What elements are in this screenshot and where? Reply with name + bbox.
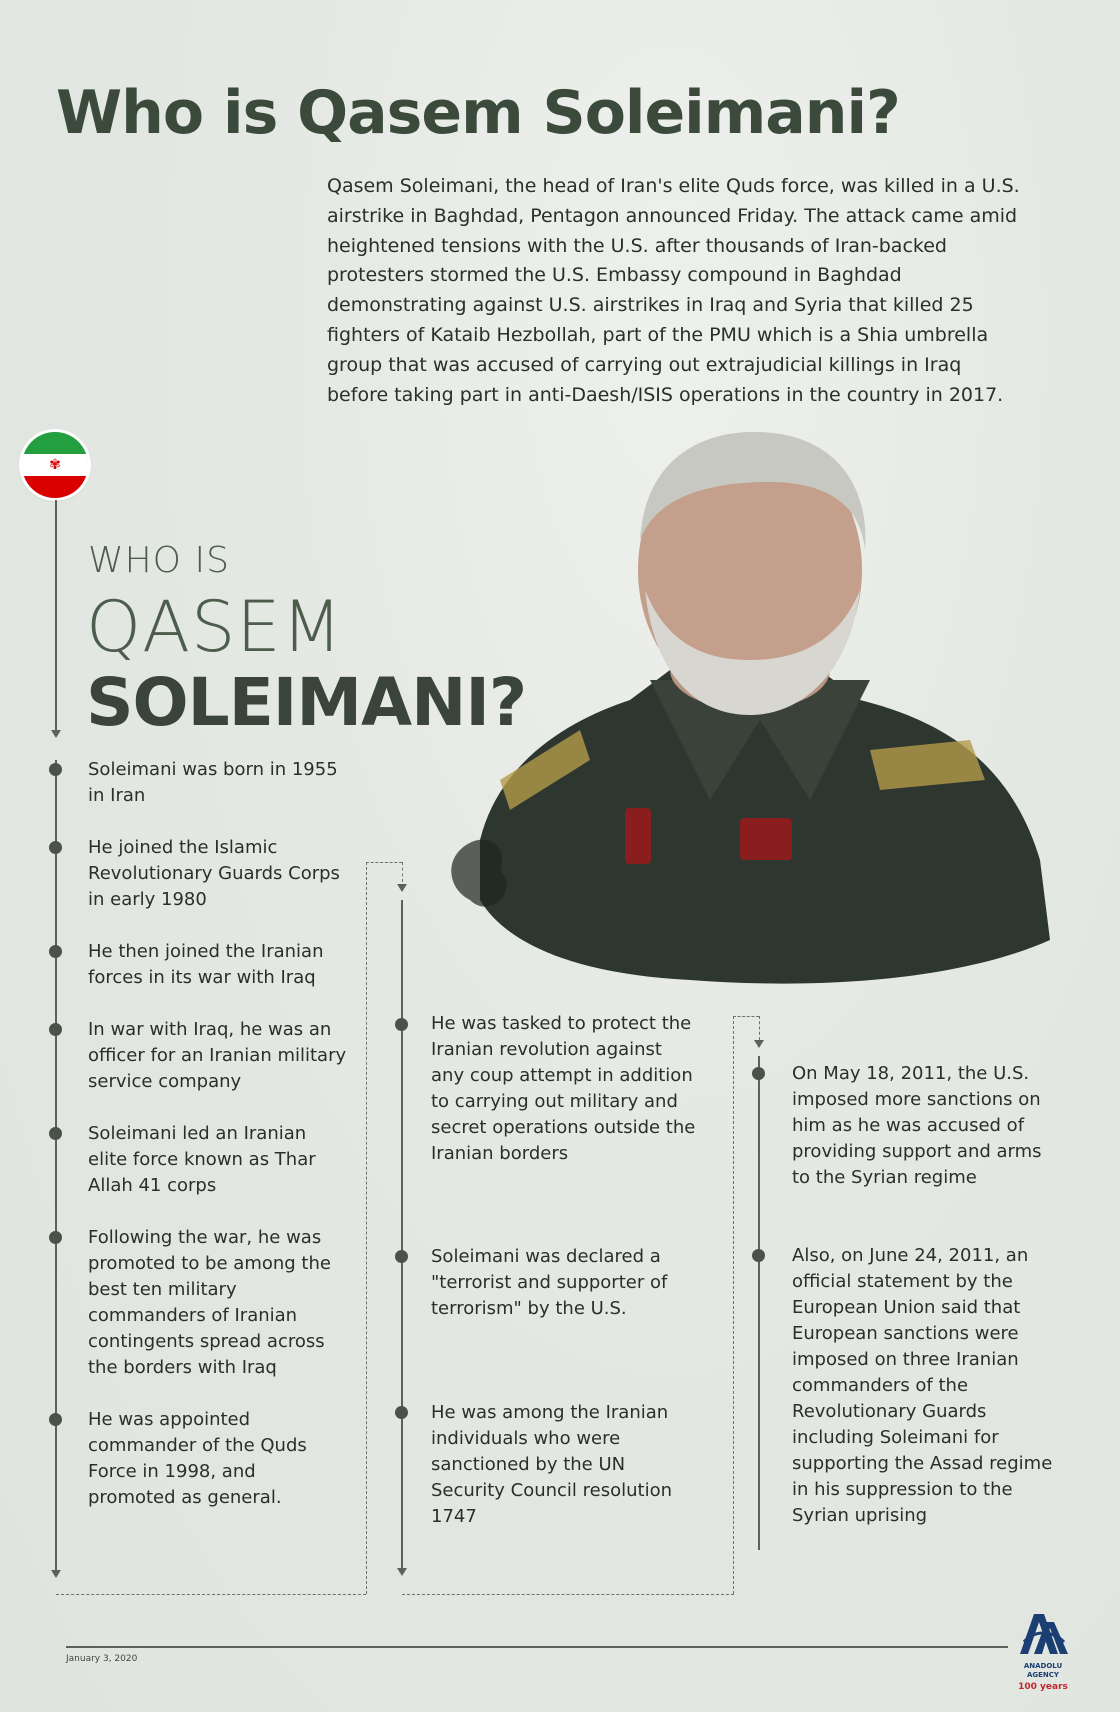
right-collar-badge [740, 818, 792, 860]
publish-date: January 3, 2020 [66, 1654, 138, 1664]
timeline-item: Soleimani was declared a "terrorist and supporter of terrorism" by the U.S. [431, 1246, 668, 1319]
soleimani-portrait [440, 420, 1080, 1000]
arrow-down-icon [51, 1570, 61, 1578]
connector-bottom-2 [402, 1594, 734, 1595]
page-title: Who is Qasem Soleimani? [56, 78, 900, 148]
flag-red-stripe [22, 476, 88, 498]
timeline-dot [49, 945, 62, 958]
aa-logo-icon [1010, 1608, 1076, 1658]
ink-splatter [451, 840, 506, 907]
arrow-down-icon [51, 730, 61, 738]
timeline-item: He was among the Iranian individuals who were sanctioned by the UN Security Council resolution 1747 [431, 1402, 673, 1527]
timeline-item: Also, on June 24, 2011, an official statement by the European Union said that European sanctions were imposed on three Iranian commanders of the Revolutionary Guards including Soleimani for supporting the Assad regime in his suppression to the Syrian uprising [792, 1245, 1053, 1526]
anadolu-agency-logo [1010, 1608, 1076, 1698]
footer-divider [66, 1646, 1008, 1648]
iran-flag-icon [22, 432, 88, 498]
timeline-item: On May 18, 2011, the U.S. imposed more sanctions on him as he was accused of providing support and arms to the Syrian regime [792, 1063, 1042, 1188]
timeline-dot [49, 1413, 62, 1426]
timeline-item: He was appointed commander of the Quds Force in 1998, and promoted as general. [88, 1409, 307, 1508]
connector-vertical-1 [366, 862, 367, 1594]
timeline-line-top [55, 500, 57, 730]
timeline-line-col3 [758, 1056, 760, 1550]
headline-soleimani: SOLEIMANI? [86, 664, 527, 741]
timeline-dot [49, 1023, 62, 1036]
intro-paragraph: Qasem Soleimani, the head of Iran's elite Quds force, was killed in a U.S. airstrike in Baghdad, Pentagon announced Friday. The attack came amid heightened tensions with the U.S. after thousands of Iran-backed protesters stormed the U.S. Embassy compound in Baghdad demonstrating against U.S. airstrikes in Iraq and Syria that killed 25 fighters of Kataib Hezbollah, part of the PMU which is a Shia umbrella group that was accused of carrying out extrajudicial killings in Iraq before taking part in anti-Daesh/ISIS operations in the country in 2017. [327, 175, 1020, 406]
timeline-item: Soleimani was born in 1955 in Iran [88, 759, 338, 806]
logo-text: ANADOLU AGENCY [1023, 1662, 1063, 1679]
connector-top-1 [366, 862, 402, 863]
headline-who-is: WHO IS [88, 540, 230, 581]
timeline-item: Following the war, he was promoted to be among the best ten military commanders of Iranian contingents spread across the borders with Iraq [88, 1227, 331, 1378]
flag-green-stripe [22, 432, 88, 454]
timeline-dot [49, 763, 62, 776]
timeline-item: Soleimani led an Iranian elite force known as Thar Allah 41 corps [88, 1123, 316, 1196]
timeline-dot [752, 1067, 765, 1080]
timeline-dot [395, 1406, 408, 1419]
timeline-dot [395, 1018, 408, 1031]
connector-top-2 [733, 1016, 759, 1017]
timeline-dot [49, 1127, 62, 1140]
arrow-down-icon [754, 1040, 764, 1048]
connector-bottom-1 [56, 1594, 366, 1595]
timeline-item: He then joined the Iranian forces in its war with Iraq [88, 941, 324, 988]
timeline-dot [49, 1231, 62, 1244]
flag-emblem-icon: ✾ [49, 457, 61, 473]
logo-years: 100 years [1018, 1682, 1068, 1692]
timeline-dot [49, 841, 62, 854]
left-collar-badge [625, 808, 651, 864]
connector-drop-1 [402, 862, 403, 882]
connector-vertical-2 [733, 1016, 734, 1594]
timeline-line-col1 [55, 760, 57, 1570]
timeline-item: In war with Iraq, he was an officer for an Iranian military service company [88, 1019, 347, 1092]
arrow-down-icon [397, 1568, 407, 1576]
arrow-down-icon [397, 884, 407, 892]
flag-white-stripe [22, 454, 88, 476]
timeline-item: He was tasked to protect the Iranian revolution against any coup attempt in addition to carrying out military and secret operations outside the Iranian borders [431, 1013, 696, 1164]
timeline-line-col2 [401, 900, 403, 1568]
headline-qasem: QASEM [86, 586, 344, 668]
connector-drop-2 [759, 1016, 760, 1040]
timeline-dot [752, 1249, 765, 1262]
timeline-dot [395, 1250, 408, 1263]
timeline-item: He joined the Islamic Revolutionary Guards Corps in early 1980 [88, 837, 340, 910]
